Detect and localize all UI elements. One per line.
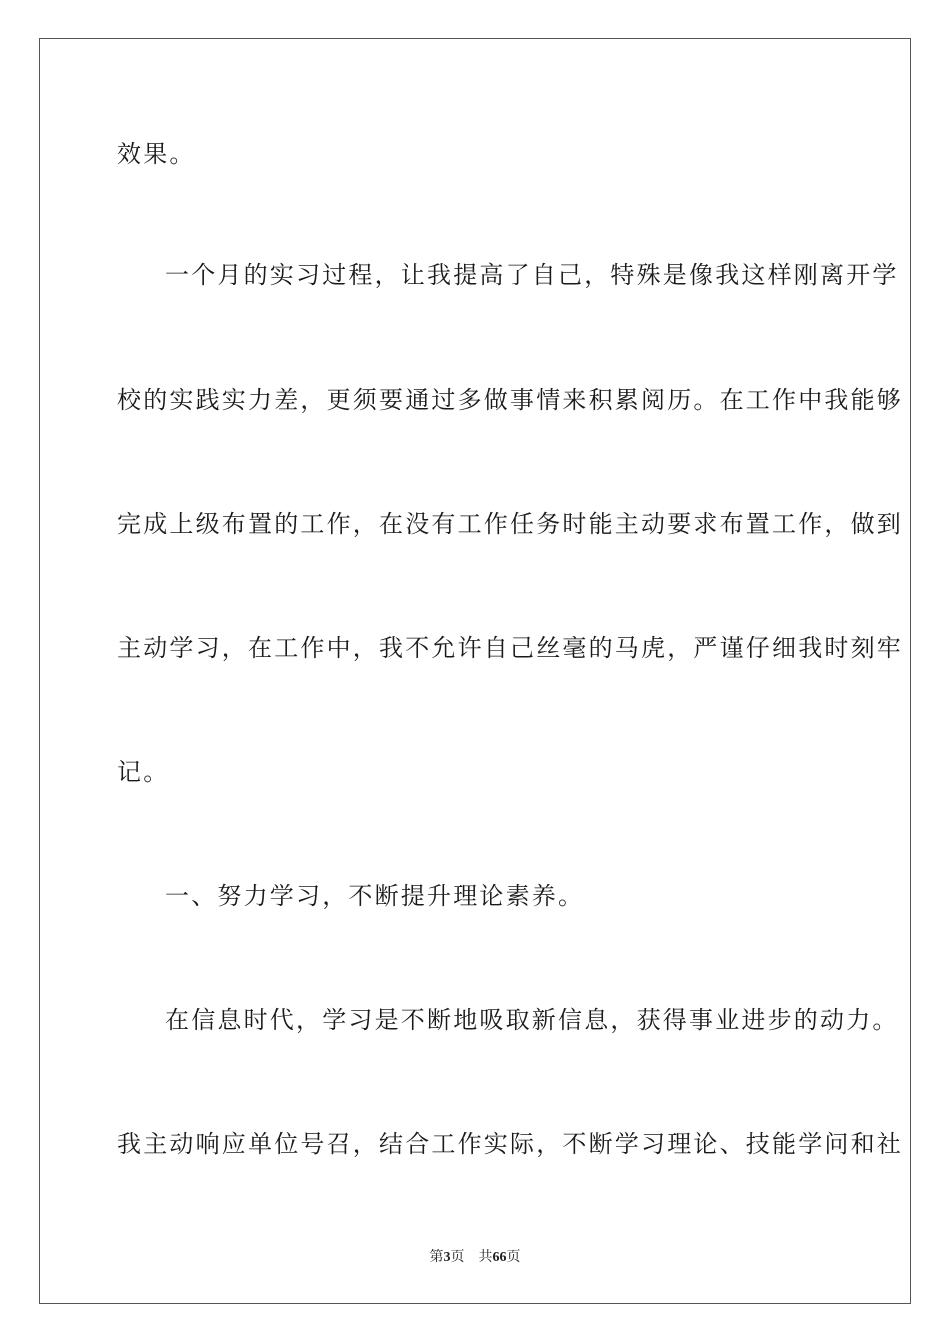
text-line: 我主动响应单位号召，结合工作实际，不断学习理论、技能学问和社 [117,1130,903,1158]
text-line: 主动学习，在工作中，我不允许自己丝毫的马虎，严谨仔细我时刻牢 [117,634,903,662]
total-prefix: 共 [478,1249,493,1265]
text-line: 效果。 [117,140,196,168]
page-suffix: 页 [450,1249,465,1265]
text-line: 一个月的实习过程，让我提高了自己，特殊是像我这样刚离开学 [165,261,899,289]
total-pages: 66 [492,1250,507,1265]
page-number: 3 [443,1250,451,1265]
text-line: 校的实践实力差，更须要通过多做事情来积累阅历。在工作中我能够 [117,386,903,414]
page-footer [0,1248,950,1267]
total-suffix: 页 [506,1249,521,1265]
text-line: 完成上级布置的工作，在没有工作任务时能主动要求布置工作，做到 [117,510,903,538]
text-line: 记。 [117,758,170,786]
text-line: 在信息时代，学习是不断地吸取新信息，获得事业进步的动力。 [165,1006,899,1034]
page-border [39,38,911,1304]
section-heading: 一、努力学习，不断提升理论素养。 [165,882,585,910]
page-prefix: 第 [429,1249,444,1265]
